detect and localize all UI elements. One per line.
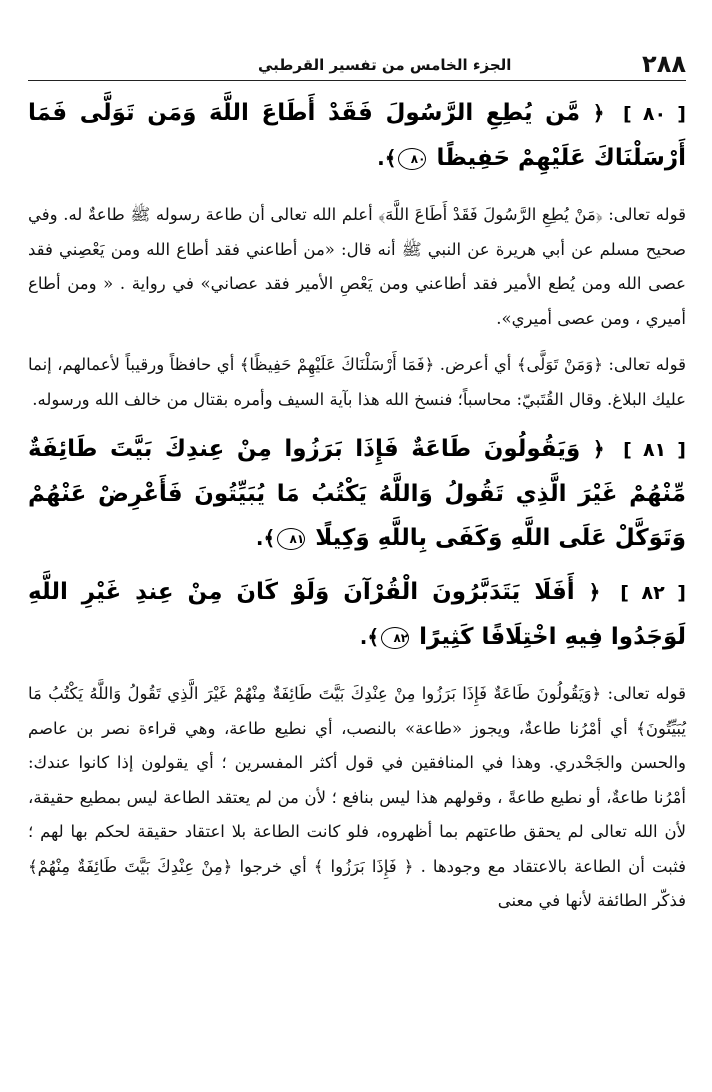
commentary-paragraph: قوله تعالى: ﴿وَيَقُولُونَ طَاعَةٌ فَإِذَا بَرَزُوا مِنْ عِنْدِكَ بَيَّتَ طَائِفَةٌ مِنْهُمْ غَيْرَ الَّذِي تَقُولُ وَاللَّهُ يَكْتُبُ مَا يُبَيِّتُونَ﴾ أي أمْرُنا طاعةٌ، ويجوز «طاعة» بالنصب، أي نطيع طاعة، وهي قراءة نصر بن عاصم والحسن والجَحْدري. وهذا في المنافقين في قول أكثر المفسرين ؛ أي يقولون إذا كانوا عندك: أمْرُنا طاعةٌ، أو نطيع طاعةً ، وقولهم هذا ليس بنافع ؛ لأن من لم يعتقد الطاعة ليس بمطيع حقيقة، لأن الله تعالى لم يحقق طاعتهم بما أظهروه، فلو كانت الطاعة بلا اعتقاد حقيقة لحكم بها لهم ؛ فثبت أن الطاعة بالاعتقاد مع وجودها . ﴿ فَإِذَا بَرَزُوا ﴾ أي خرجوا ﴿مِنْ عِنْدِكَ بَيَّتَ طَائِفَةٌ مِنْهُمْ﴾ فذكّر الطائفة لأنها في معنى — [28, 684, 686, 910]
verse-number: [ ٨٢ ] — [620, 582, 686, 604]
verse-number: [ ٨١ ] — [623, 439, 686, 461]
open-bracket: ﴿ — [592, 437, 605, 461]
running-title: الجزء الخامس من تفسير القرطبي — [258, 56, 512, 74]
verse-text: مَّن يُطِعِ الرَّسُولَ فَقَدْ أَطَاعَ اللَّهَ وَمَن تَوَلَّى فَمَا أَرْسَلْنَاكَ عَلَيْهِمْ حَفِيظًا — [28, 100, 686, 171]
page-header — [28, 46, 686, 81]
ayah-end-mark: ٨١ — [277, 528, 305, 550]
verse-80 — [28, 91, 686, 180]
verse-text: أَفَلَا يَتَدَبَّرُونَ الْقُرْآنَ وَلَوْ كَانَ مِنْ عِندِ غَيْرِ اللَّهِ لَوَجَدُوا فِيهِ اخْتِلَافًا كَثِيرًا — [28, 579, 686, 650]
close-bracket: ﴾. — [377, 146, 397, 170]
page-number: ٢٨٨ — [642, 50, 686, 78]
close-bracket: ﴾. — [359, 625, 380, 649]
ayah-end-mark: ٨٠ — [398, 148, 426, 170]
ayah-end-mark: ٨٢ — [381, 627, 409, 649]
close-bracket: ﴾. — [255, 526, 276, 550]
open-bracket: ﴿ — [588, 580, 601, 604]
open-bracket: ﴿ — [592, 101, 605, 125]
verse-82 — [28, 570, 686, 659]
verse-text: وَيَقُولُونَ طَاعَةٌ فَإِذَا بَرَزُوا مِنْ عِندِكَ بَيَّتَ طَائِفَةٌ مِّنْهُمْ غَيْرَ الَّذِي تَقُولُ وَاللَّهُ يَكْتُبُ مَا يُبَيِّتُونَ فَأَعْرِضْ عَنْهُمْ وَتَوَكَّلْ عَلَى اللَّهِ وَكَفَى بِاللَّهِ وَكِيلًا — [28, 436, 686, 551]
book-page — [28, 46, 686, 1076]
commentary-paragraph: قوله تعالى: ﴿وَمَنْ تَوَلَّى﴾ أي أعرض. ﴿فَمَا أَرْسَلْنَاكَ عَلَيْهِمْ حَفِيظًا﴾ أي حافظاً ورقيباً لأعمالهم، إنما عليك البلاغ. وقال القُتَبيّ: محاسباً؛ فنسخ الله هذا بآية السيف وأمره بقتال من خالف الله ورسوله. — [28, 355, 686, 409]
commentary-paragraph: قوله تعالى: ﴿مَنْ يُطِعِ الرَّسُولَ فَقَدْ أَطَاعَ اللَّهَ﴾ أعلم الله تعالى أن طاعة رسوله ﷺ طاعةٌ له. وفي صحيح مسلم عن أبي هريرة عن النبي ﷺ أنه قال: «من أطاعني فقد أطاع الله ومن يَعْصِني فقد عصى الله ومن يُطع الأمير فقد أطاعني ومن يَعْصِ الأمير فقد عصاني» في رواية . « ومن أطاع أميري ، ومن عصى أميري». — [28, 205, 686, 328]
verse-81 — [28, 427, 686, 560]
verse-number: [ ٨٠ ] — [623, 103, 686, 125]
